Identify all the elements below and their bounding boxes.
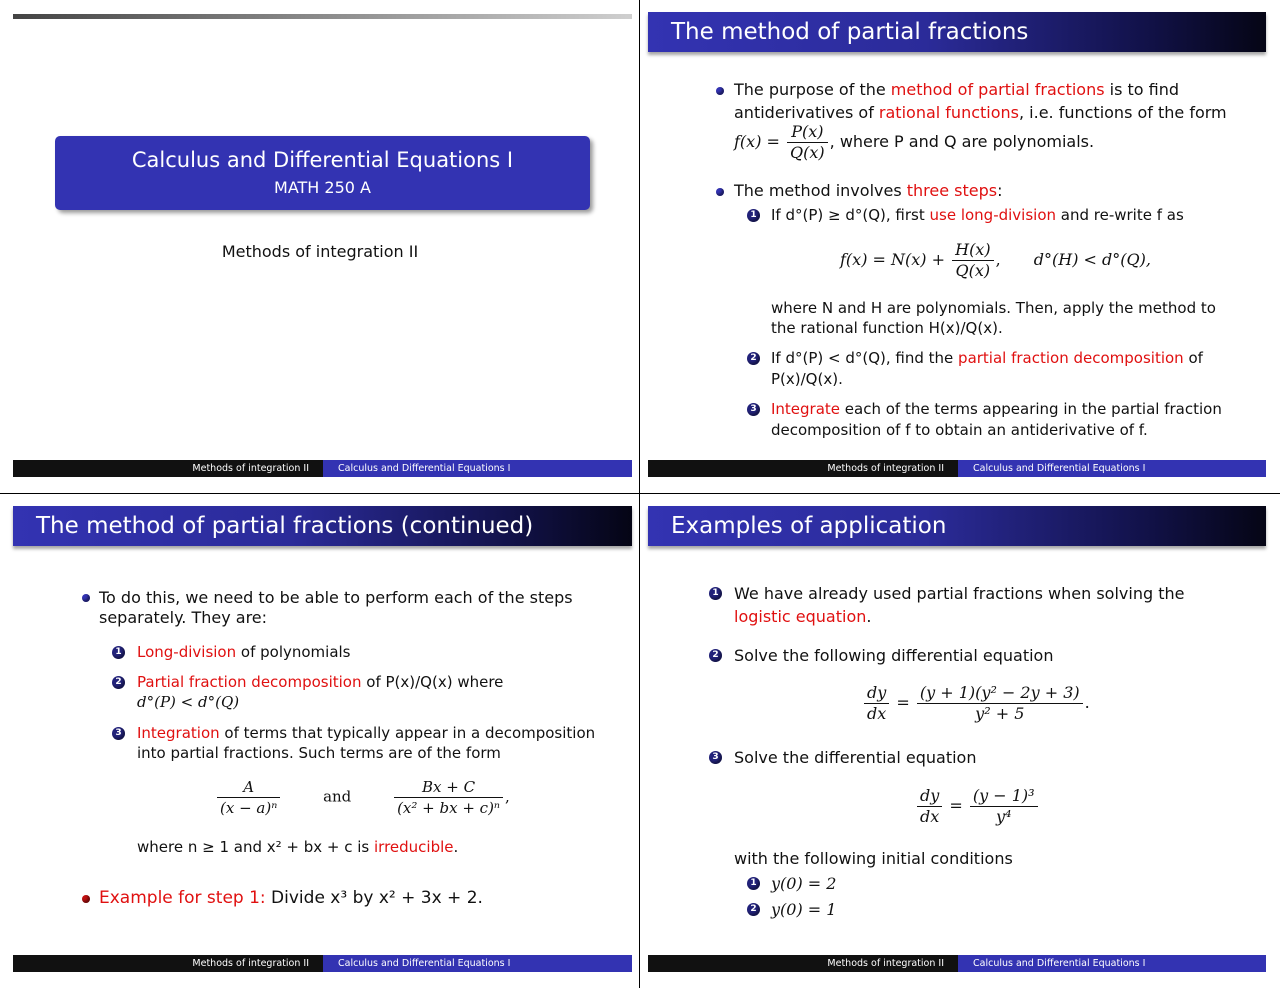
paragraph: separately. They are: — [99, 608, 268, 627]
paragraph: logistic equation. — [734, 607, 872, 626]
paragraph: Integrate each of the terms appearing in the partial fraction — [771, 400, 1222, 418]
fraction: $\frac{\text{(y + 1)(y² − 2y + 3)}}{\text{y² + 5}}$ — [917, 683, 1083, 724]
fraction: $\frac{dy}{dx}$ — [917, 786, 942, 827]
footer-left: Methods of integration II — [648, 460, 958, 477]
paragraph: If d°(P) ≥ d°(Q), first use long-division and re-write f as — [771, 206, 1184, 224]
footer-left: Methods of integration II — [13, 460, 323, 477]
paragraph: the rational function H(x)/Q(x). — [771, 319, 1003, 337]
paragraph: Solve the following differential equation — [734, 646, 1054, 665]
equation: $\frac{dy}{dx}$ = $\frac{\text{(y − 1)³}}{\text{y⁴}}$ — [915, 786, 1040, 827]
item-number-icon: 1 — [709, 587, 722, 600]
equation: $\frac{dy}{dx}$ = $\frac{\text{(y + 1)(y² − 2y + 3)}}{\text{y² + 5}}$ . — [862, 683, 1090, 724]
bullet-icon — [82, 594, 90, 602]
paragraph: P(x)/Q(x). — [771, 370, 843, 388]
course-title: Calculus and Differential Equations I — [131, 148, 514, 172]
condition-number-icon: 2 — [747, 903, 760, 916]
fraction: $\frac{H(x)}{Q(x)}$ — [952, 240, 993, 281]
footer-right: Calculus and Differential Equations I — [323, 955, 632, 972]
fraction: $\frac{Bx + C}{\text{(x² + bx + c)ⁿ}}$ — [394, 777, 503, 818]
footer-right: Calculus and Differential Equations I — [958, 955, 1266, 972]
initial-condition: y(0) = 2 — [771, 874, 837, 893]
bullet-icon — [82, 895, 90, 903]
condition-number-icon: 1 — [747, 877, 760, 890]
slide-footer — [13, 955, 632, 972]
slide-title: The method of partial fractions — [648, 12, 1266, 52]
item-number-icon: 3 — [709, 751, 722, 764]
slide-title: The method of partial fractions (continued) — [13, 506, 632, 546]
slide-title: Examples of application — [648, 506, 1266, 546]
item-number-icon: 2 — [709, 649, 722, 662]
equation: $\frac{A}{\text{(x − a)ⁿ}}$ and $\frac{Bx + C}{\text{(x² + bx + c)ⁿ}}$ , — [215, 777, 510, 818]
footer-right: Calculus and Differential Equations I — [323, 460, 632, 477]
paragraph: Example for step 1: Divide x³ by x² + 3x + 2. — [99, 888, 483, 908]
slide-partial-fractions — [640, 0, 1280, 494]
title-box — [55, 136, 590, 210]
initial-condition: y(0) = 1 — [771, 900, 837, 919]
paragraph: where N and H are polynomials. Then, apply the method to — [771, 299, 1216, 317]
equation: f(x) = N(x) + $\frac{H(x)}{Q(x)}$ , d°(H) < d°(Q), — [840, 240, 1151, 280]
slide-footer — [648, 955, 1266, 972]
lecture-subtitle: Methods of integration II — [221, 242, 419, 261]
fraction: $\frac{A}{\text{(x − a)ⁿ}}$ — [217, 777, 280, 818]
slide-footer — [13, 460, 632, 477]
slide-footer — [648, 460, 1266, 477]
step-number-icon: 3 — [112, 727, 125, 740]
paragraph: with the following initial conditions — [734, 849, 1013, 868]
paragraph: antiderivatives of rational functions, i.e. functions of the form — [734, 103, 1227, 122]
paragraph: We have already used partial fractions when solving the — [734, 584, 1185, 603]
paragraph: d°(P) < d°(Q) — [137, 693, 240, 711]
bullet-icon — [716, 87, 724, 95]
step-number-icon: 2 — [112, 676, 125, 689]
paragraph: The purpose of the method of partial fractions is to find — [734, 80, 1180, 99]
step-number-icon: 2 — [747, 352, 760, 365]
paragraph: The method involves three steps: — [734, 181, 1003, 200]
paragraph: Long-division of polynomials — [137, 643, 351, 661]
bullet-icon — [716, 188, 724, 196]
paragraph: Partial fraction decomposition of P(x)/Q(x) where — [137, 673, 504, 691]
formula-line: f(x) = $\frac{P(x)}{Q(x)}$ , where P and Q are polynomials. — [734, 122, 1095, 162]
paragraph: Integration of terms that typically appear in a decomposition — [137, 724, 596, 742]
course-code: MATH 250 A — [274, 178, 371, 197]
top-rule — [13, 14, 632, 19]
footer-left: Methods of integration II — [648, 955, 958, 972]
step-number-icon: 3 — [747, 403, 760, 416]
slide-examples — [640, 494, 1280, 988]
footer-right: Calculus and Differential Equations I — [958, 460, 1266, 477]
paragraph: into partial fractions. Such terms are of the form — [137, 744, 501, 762]
paragraph: Solve the differential equation — [734, 748, 977, 767]
footer-left: Methods of integration II — [13, 955, 323, 972]
step-number-icon: 1 — [112, 646, 125, 659]
paragraph: where n ≥ 1 and x² + bx + c is irreducible. — [137, 838, 459, 856]
paragraph: If d°(P) < d°(Q), find the partial fraction decomposition of — [771, 349, 1203, 367]
fraction: $\frac{dy}{dx}$ — [864, 683, 889, 724]
slide-partial-fractions-continued — [0, 494, 640, 988]
paragraph: To do this, we need to be able to perform each of the steps — [99, 588, 573, 607]
fraction: $\frac{\text{(y − 1)³}}{\text{y⁴}}$ — [970, 786, 1038, 827]
fraction: $\frac{P(x)}{Q(x)}$ — [787, 122, 828, 163]
slide-title — [0, 0, 640, 494]
step-number-icon: 1 — [747, 209, 760, 222]
paragraph: decomposition of f to obtain an antiderivative of f. — [771, 421, 1148, 439]
